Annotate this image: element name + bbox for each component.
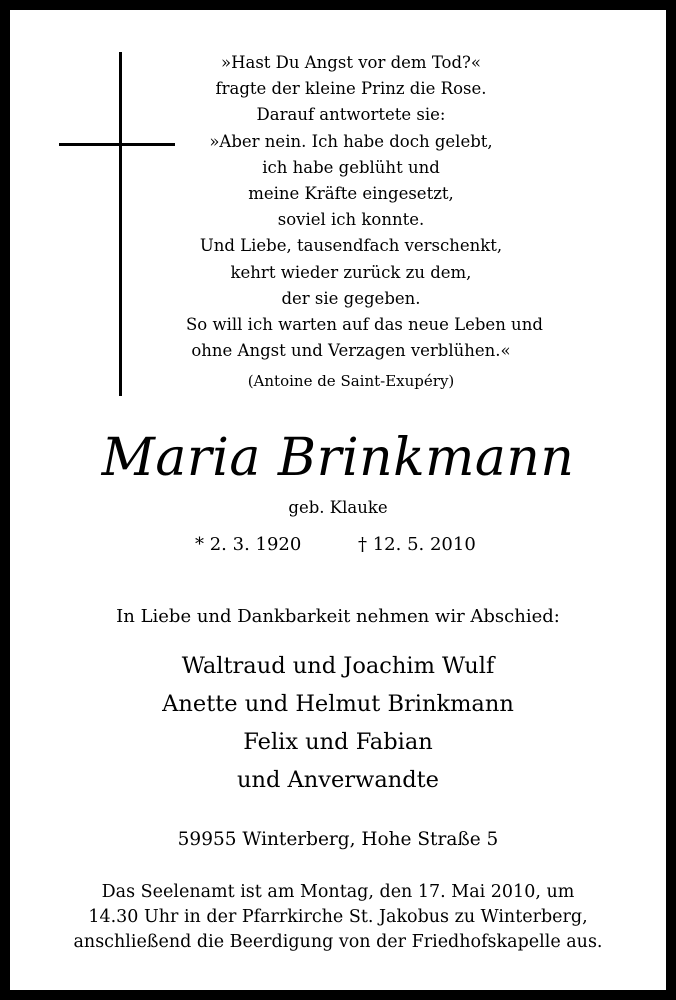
poem-line: meine Kräfte eingesetzt, [248, 184, 454, 204]
poem-line: kehrt wieder zurück zu dem, [230, 262, 472, 282]
poem-line: ich habe geblüht und [262, 157, 440, 177]
mourner-entry: und Anverwandte [237, 767, 439, 793]
poem-quote [186, 50, 543, 391]
mourners-list [10, 647, 666, 799]
cross-icon-vertical [119, 52, 122, 396]
poem-line: So will ich warten auf das neue Leben und [186, 315, 543, 335]
poem-line: »Hast Du Angst vor dem Tod?« [221, 53, 481, 72]
poem-line: »Aber nein. Ich habe doch gelebt, [209, 131, 493, 151]
mourner-entry: Waltraud und Joachim Wulf [181, 653, 495, 679]
address: 59955 Winterberg, Hohe Straße 5 [177, 829, 499, 850]
deceased-name: Maria Brinkmann [101, 428, 575, 488]
poem-line: fragte der kleine Prinz die Rose. [215, 79, 487, 99]
service-line: anschließend die Beerdigung von der Friedhofskapelle aus. [73, 932, 603, 952]
service-info [10, 880, 666, 955]
poem-line: ohne Angst und Verzagen verblühen.« [191, 341, 511, 361]
poem-line: der sie gegeben. [281, 288, 421, 308]
birth-name: geb. Klauke [288, 498, 388, 517]
poem-line: Darauf antwortete sie: [256, 105, 446, 125]
service-line: Das Seelenamt ist am Montag, den 17. Mai 2010, um [101, 882, 575, 902]
mourner-entry: Felix und Fabian [243, 729, 433, 755]
service-line: 14.30 Uhr in der Pfarrkirche St. Jakobus zu Winterberg, [88, 907, 588, 927]
mourner-entry: Anette und Helmut Brinkmann [162, 691, 514, 717]
poem-line: Und Liebe, tausendfach verschenkt, [199, 236, 503, 256]
cross-icon-horizontal [59, 143, 175, 146]
birth-date: * 2. 3. 1920 [195, 534, 302, 555]
poem-author: (Antoine de Saint-Exupéry) [247, 372, 455, 391]
poem-line: soviel ich konnte. [277, 210, 425, 230]
death-date: † 12. 5. 2010 [358, 534, 476, 555]
farewell-text: In Liebe und Dankbarkeit nehmen wir Abschied: [116, 606, 560, 627]
